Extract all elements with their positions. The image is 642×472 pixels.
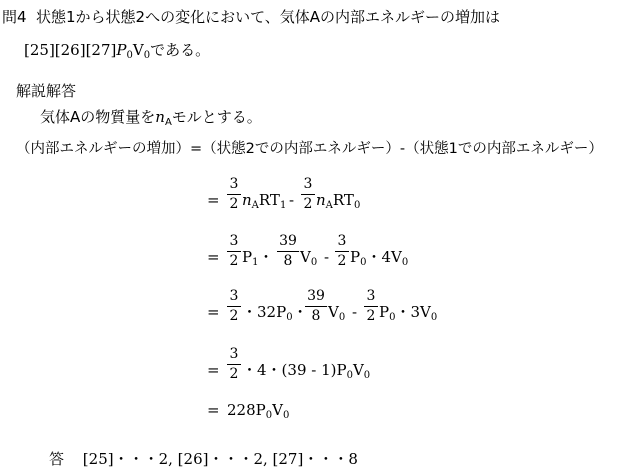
term: $P_1$・ — [242, 248, 274, 268]
fraction: 3 2 — [301, 176, 315, 213]
term: $n_ART_0$ — [316, 191, 361, 211]
final-answer — [49, 452, 358, 467]
equals-sign: = — [207, 248, 220, 266]
fraction: 3 2 — [227, 346, 241, 383]
fraction: 3 2 — [364, 288, 378, 325]
intro-var: n — [155, 108, 165, 126]
fraction: 3 2 — [227, 288, 241, 325]
equals-sign: = — [207, 361, 220, 379]
term: $V_0$ — [328, 303, 346, 323]
answer-tail: である。 — [150, 41, 211, 59]
solution-intro — [40, 108, 262, 128]
answer-label: 答 — [49, 450, 65, 468]
minus-sign: - — [289, 191, 295, 209]
term: $V_0$ — [300, 248, 318, 268]
intro-sub: A — [164, 117, 172, 128]
intro-post: モルとする。 — [171, 108, 262, 126]
definition-line: （内部エネルギーの増加）=（状態2での内部エネルギー）-（状態1での内部エネルギー） — [16, 141, 603, 157]
fraction: 39 8 — [305, 288, 327, 325]
solution-heading: 解説解答 — [16, 82, 77, 100]
fraction: 3 2 — [335, 233, 349, 270]
answer-var-p: P — [116, 41, 127, 59]
term: $n_ART_1$ — [242, 191, 287, 211]
fraction: 3 2 — [227, 176, 241, 213]
term: $P_0$・$3V_0$ — [379, 303, 438, 323]
term: ・4・$(39 - 1)P_0V_0$ — [242, 361, 371, 381]
equals-sign: = — [207, 191, 220, 209]
fraction: 39 8 — [277, 233, 299, 270]
question-label: 問4 — [2, 8, 27, 26]
term: ・$32P_0$・ — [242, 303, 308, 323]
equals-sign: = — [207, 303, 220, 321]
answer-values: [25]・・・2, [26]・・・2, [27]・・・8 — [82, 450, 358, 468]
answer-blanks: $[25][26][27]P_0V_0$である。 — [24, 41, 211, 61]
equals-sign: = — [207, 401, 220, 419]
term: $228P_0V_0$ — [227, 401, 290, 421]
intro-pre: 気体Aの物質量を — [40, 108, 156, 126]
minus-sign: - — [352, 303, 358, 321]
question-text: 状態1から状態2への変化において、気体Aの内部エネルギーの増加は — [36, 8, 501, 26]
answer-blank-numbers: [25][26][27] — [24, 41, 117, 59]
term: $P_0$・$4V_0$ — [350, 248, 409, 268]
minus-sign: - — [324, 248, 330, 266]
fraction: 3 2 — [227, 233, 241, 270]
